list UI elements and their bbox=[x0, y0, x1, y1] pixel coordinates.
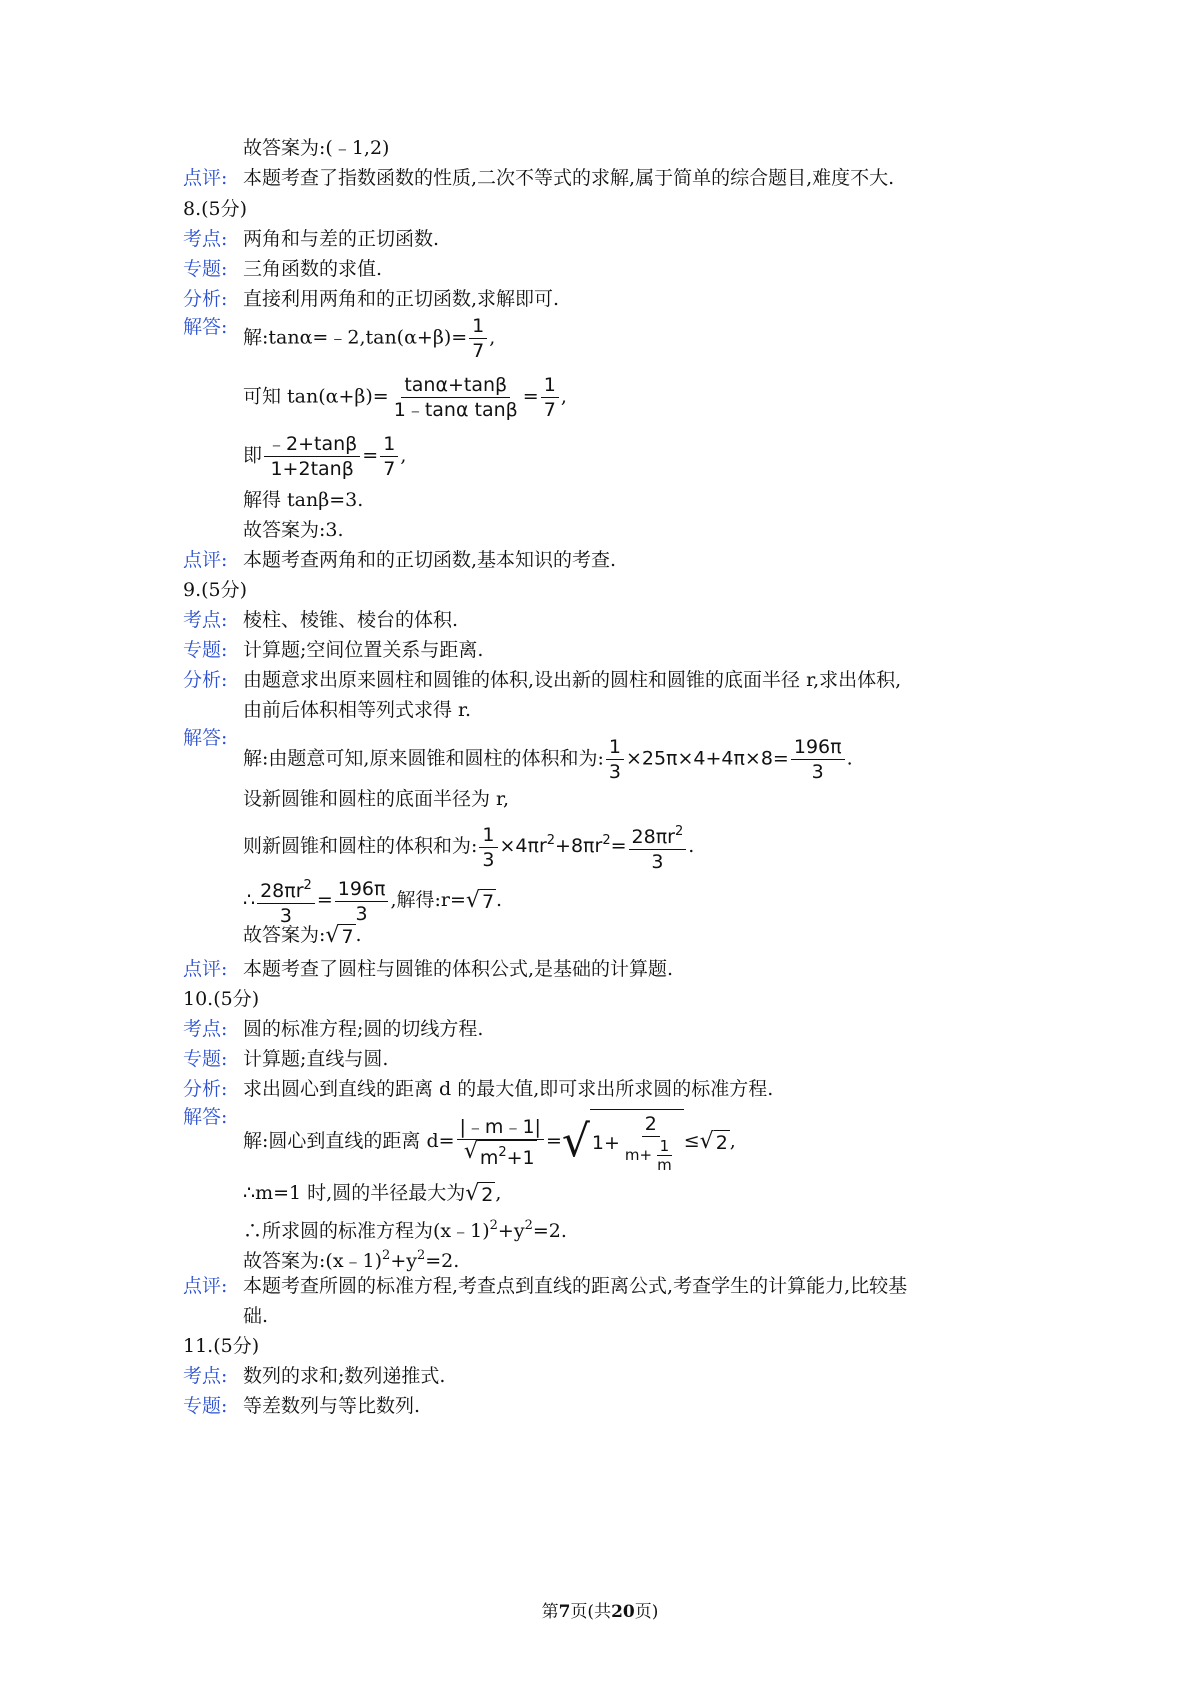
q10-line3 bbox=[243, 1213, 567, 1244]
expression: +y bbox=[390, 1250, 417, 1272]
q11-zhuanti-label: 专题: bbox=[183, 1395, 228, 1417]
q9-zhuanti-label: 专题: bbox=[183, 639, 228, 661]
page-number: 7 bbox=[558, 1602, 571, 1622]
numerator: 1 bbox=[657, 1137, 673, 1156]
q11-zhuanti: 等差数列与等比数列. bbox=[243, 1395, 421, 1417]
numerator: 196π bbox=[791, 735, 845, 760]
q8-header: 8.(5分) bbox=[183, 198, 248, 220]
q8-kaodian: 两角和与差的正切函数. bbox=[243, 228, 440, 250]
q9-zhuanti: 计算题;空间位置关系与距离. bbox=[243, 639, 484, 661]
equals: = bbox=[545, 1130, 562, 1152]
fraction bbox=[335, 877, 389, 926]
q10-review-1: 本题考查所圆的标准方程,考查点到直线的距离公式,考查学生的计算能力,比较基 bbox=[243, 1275, 908, 1297]
q9-kaodian-label: 考点: bbox=[183, 609, 228, 631]
q8-line2 bbox=[243, 373, 567, 422]
punct: , bbox=[489, 326, 496, 349]
exponent: 2 bbox=[489, 1218, 498, 1233]
q8-line4: 解得 tanβ=3. bbox=[243, 489, 364, 511]
sqrt: √ 7 bbox=[465, 887, 495, 913]
q9-line4 bbox=[243, 874, 502, 928]
fraction bbox=[629, 820, 687, 874]
q10-line4-text: 故答案为:(x﹣1) bbox=[243, 1250, 383, 1272]
numerator: 28πr bbox=[260, 880, 304, 902]
sqrt: √ $m^2+1$ bbox=[463, 1138, 535, 1169]
q10-line2 bbox=[243, 1180, 501, 1207]
q7-answer: 故答案为:(﹣1,2) bbox=[243, 137, 390, 159]
exponent: 2 bbox=[546, 833, 556, 848]
q9-review: 本题考查了圆柱与圆锥的体积公式,是基础的计算题. bbox=[243, 958, 674, 980]
expression: =2. bbox=[425, 1250, 460, 1272]
denominator: 3 bbox=[608, 761, 621, 783]
q8-line2-text: 可知 tan(α+β)= bbox=[243, 385, 389, 408]
expression: +8πr bbox=[555, 835, 603, 857]
q10-zhuanti-label: 专题: bbox=[183, 1048, 228, 1070]
q10-header: 10.(5分) bbox=[183, 988, 260, 1010]
q8-fenxi-label: 分析: bbox=[183, 288, 228, 310]
punct: , bbox=[729, 1130, 736, 1152]
q8-line3 bbox=[243, 432, 406, 481]
denominator: 3 bbox=[811, 761, 824, 783]
radicand: 2 bbox=[481, 1183, 494, 1206]
q9-line5 bbox=[243, 922, 362, 949]
denominator: m bbox=[657, 1155, 672, 1174]
q9-line1 bbox=[243, 735, 853, 784]
q8-line5: 故答案为:3. bbox=[243, 519, 344, 541]
punct: . bbox=[846, 747, 853, 770]
radicand-tail: +1 bbox=[506, 1146, 535, 1169]
exponent: 2 bbox=[303, 878, 312, 893]
denominator: 7 bbox=[472, 340, 485, 362]
q9-fenxi-1: 由题意求出原来圆柱和圆锥的体积,设出新的圆柱和圆锥的底面半径 r,求出体积, bbox=[243, 669, 902, 691]
expression: =2. bbox=[532, 1220, 567, 1242]
q9-line2: 设新圆锥和圆柱的底面半径为 r, bbox=[243, 788, 510, 810]
fraction bbox=[457, 1115, 544, 1170]
footer-middle: 页(共 bbox=[570, 1602, 612, 1622]
equals: = bbox=[610, 835, 627, 857]
numerator: 1 bbox=[380, 432, 398, 457]
q9-line4-text: ,解得:r= bbox=[390, 889, 466, 911]
equals: = bbox=[316, 889, 333, 911]
radicand: m bbox=[479, 1146, 499, 1169]
q10-review-2: 础. bbox=[243, 1305, 269, 1327]
page-footer bbox=[0, 1597, 1200, 1622]
fraction bbox=[541, 373, 559, 422]
q7-review-label: 点评: bbox=[183, 167, 228, 189]
radicand: 7 bbox=[341, 925, 354, 948]
fraction bbox=[380, 432, 398, 481]
q9-fenxi-2: 由前后体积相等列式求得 r. bbox=[243, 699, 472, 721]
fraction bbox=[606, 735, 624, 784]
fraction bbox=[654, 1137, 675, 1174]
q9-header: 9.(5分) bbox=[183, 579, 248, 601]
q8-jieda-label: 解答: bbox=[183, 316, 228, 338]
q10-review-label: 点评: bbox=[183, 1275, 228, 1297]
q8-line1-text: 解:tanα=﹣2,tan(α+β)= bbox=[243, 326, 468, 349]
punct: , bbox=[400, 444, 407, 467]
numerator: 1 bbox=[541, 373, 559, 398]
numerator: 1 bbox=[606, 735, 624, 760]
denominator: 1﹣tanα tanβ bbox=[393, 399, 518, 421]
punct: . bbox=[688, 835, 695, 857]
less-equal: ≤ bbox=[683, 1130, 700, 1152]
punct: . bbox=[355, 924, 362, 946]
q9-jieda-label: 解答: bbox=[183, 727, 228, 749]
q9-line3-text: 则新圆锥和圆柱的体积和为: bbox=[243, 835, 478, 857]
fraction bbox=[391, 373, 521, 422]
q10-fenxi-label: 分析: bbox=[183, 1078, 228, 1100]
q9-line1-text: 解:由题意可知,原来圆锥和圆柱的体积和为: bbox=[243, 747, 604, 770]
q10-kaodian: 圆的标准方程;圆的切线方程. bbox=[243, 1018, 484, 1040]
numerator: 1 bbox=[479, 823, 497, 848]
q8-fenxi: 直接利用两角和的正切函数,求解即可. bbox=[243, 288, 560, 310]
equals: = bbox=[522, 385, 539, 408]
footer-prefix: 第 bbox=[541, 1602, 559, 1622]
denominator: 7 bbox=[383, 458, 396, 480]
numerator: ﹣2+tanβ bbox=[264, 432, 360, 457]
page-total: 20 bbox=[611, 1602, 635, 1622]
q10-kaodian-label: 考点: bbox=[183, 1018, 228, 1040]
q10-jieda-label: 解答: bbox=[183, 1106, 228, 1128]
numerator: 1 bbox=[469, 314, 487, 339]
exponent: 2 bbox=[524, 1218, 533, 1233]
fraction bbox=[479, 823, 497, 872]
q10-zhuanti: 计算题;直线与圆. bbox=[243, 1048, 389, 1070]
numerator: |﹣m﹣1| bbox=[457, 1115, 544, 1140]
q7-review: 本题考查了指数函数的性质,二次不等式的求解,属于简单的综合题目,难度不大. bbox=[243, 167, 895, 189]
fraction bbox=[622, 1112, 680, 1174]
q8-line1 bbox=[243, 314, 495, 363]
denominator: 3 bbox=[651, 851, 664, 873]
denominator: 1+2tanβ bbox=[270, 458, 354, 480]
exponent: 2 bbox=[602, 833, 611, 848]
numerator: 196π bbox=[335, 877, 389, 902]
q10-line3-text: ∴所求圆的标准方程为(x﹣1) bbox=[243, 1220, 490, 1242]
sqrt: √ 2 bbox=[465, 1180, 494, 1206]
q8-review: 本题考查两角和的正切函数,基本知识的考查. bbox=[243, 549, 617, 571]
punct: , bbox=[495, 1182, 502, 1204]
numerator: tanα+tanβ bbox=[401, 373, 510, 398]
exponent: 2 bbox=[674, 824, 684, 839]
q9-review-label: 点评: bbox=[183, 958, 228, 980]
q10-line2-text: ∴m=1 时,圆的半径最大为 bbox=[243, 1182, 466, 1204]
exponent: 2 bbox=[498, 1144, 507, 1160]
numerator: 28πr bbox=[631, 826, 675, 848]
punct: , bbox=[560, 385, 567, 408]
expression: +y bbox=[497, 1220, 525, 1242]
fraction bbox=[257, 874, 315, 928]
radicand: 2 bbox=[715, 1131, 728, 1154]
q10-line1-text: 解:圆心到直线的距离 d= bbox=[243, 1130, 455, 1152]
numerator: 2 bbox=[642, 1112, 660, 1137]
q9-kaodian: 棱柱、棱锥、棱台的体积. bbox=[243, 609, 459, 631]
denominator: 3 bbox=[355, 902, 368, 925]
fraction bbox=[264, 432, 360, 481]
q11-kaodian-label: 考点: bbox=[183, 1365, 228, 1387]
expression: m+ bbox=[624, 1146, 653, 1164]
q10-line1 bbox=[243, 1106, 736, 1176]
expression: ×4πr bbox=[499, 835, 547, 857]
therefore-symbol: ∴ bbox=[243, 889, 256, 911]
exponent: 2 bbox=[382, 1248, 391, 1263]
q9-line3 bbox=[243, 820, 694, 874]
q9-line5-text: 故答案为: bbox=[243, 924, 326, 946]
denominator: 3 bbox=[279, 905, 292, 927]
q8-kaodian-label: 考点: bbox=[183, 228, 228, 250]
equals: = bbox=[362, 444, 379, 467]
sqrt: √ 7 bbox=[325, 922, 354, 948]
q8-line3-text: 即 bbox=[243, 444, 263, 467]
fraction bbox=[791, 735, 845, 784]
q10-fenxi: 求出圆心到直线的距离 d 的最大值,即可求出所求圆的标准方程. bbox=[243, 1078, 774, 1100]
footer-suffix: 页) bbox=[634, 1602, 659, 1622]
punct: . bbox=[496, 889, 503, 911]
expression: ×25π×4+4π×8= bbox=[625, 747, 789, 770]
q9-fenxi-label: 分析: bbox=[183, 669, 228, 691]
sqrt-large: √ 1+ 2 m+ $\frac{1}{m}$ bbox=[562, 1109, 684, 1175]
q11-header: 11.(5分) bbox=[183, 1335, 260, 1357]
exponent: 2 bbox=[416, 1248, 426, 1263]
sqrt: √ 2 bbox=[699, 1128, 728, 1154]
radicand: 7 bbox=[481, 890, 495, 913]
expression: 1+ bbox=[591, 1131, 620, 1154]
denominator: 7 bbox=[543, 399, 556, 421]
q8-review-label: 点评: bbox=[183, 549, 228, 571]
fraction bbox=[469, 314, 487, 363]
q11-kaodian: 数列的求和;数列递推式. bbox=[243, 1365, 446, 1387]
denominator: 3 bbox=[482, 848, 495, 871]
q10-line4 bbox=[243, 1243, 459, 1274]
q8-zhuanti: 三角函数的求值. bbox=[243, 258, 383, 280]
q8-zhuanti-label: 专题: bbox=[183, 258, 228, 280]
